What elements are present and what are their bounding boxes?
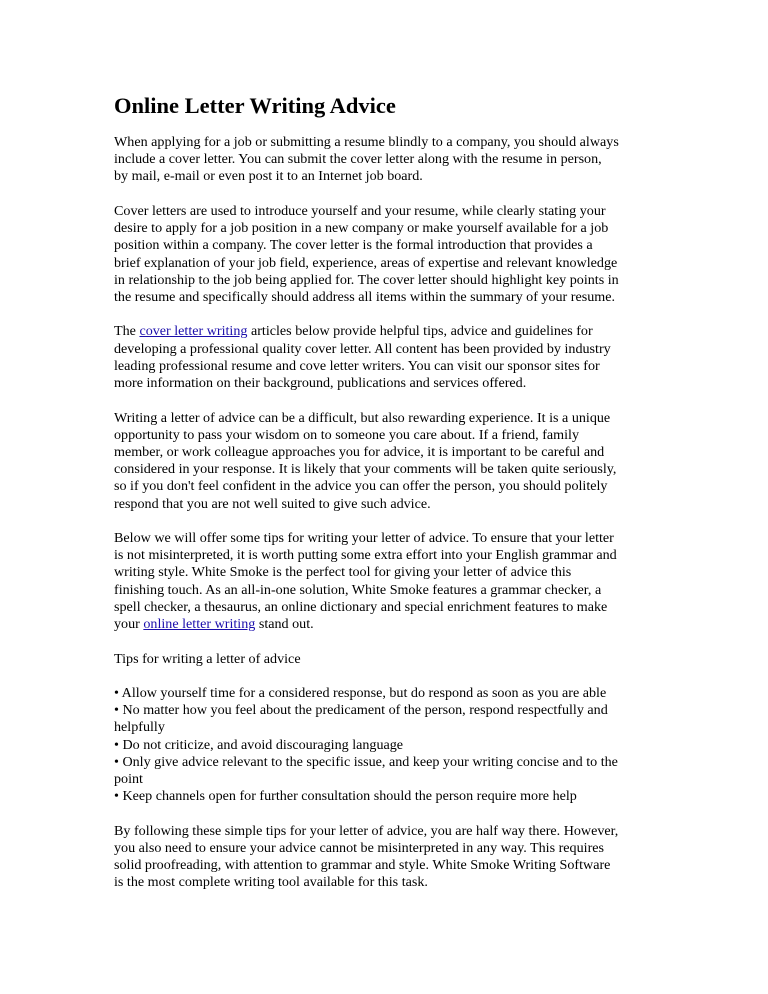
text-line: the resume and specifically should address all items within the summary of your resume. (114, 288, 615, 305)
text-line: Tips for writing a letter of advice (114, 650, 301, 667)
text-line: Below we will offer some tips for writing your letter of advice. To ensure that your letter (114, 530, 614, 547)
text-line (114, 323, 659, 340)
text-line: considered in your response. It is likely that your comments will be taken quite seriously, (114, 461, 617, 478)
text-line: finishing touch. As an all-in-one solution, White Smoke features a grammar checker, a (114, 581, 602, 598)
text-line: position within a company. The cover letter is the formal introduction that provides a (114, 237, 593, 254)
page-title: Online Letter Writing Advice (114, 93, 396, 118)
list-item: point (114, 771, 143, 788)
text-line: opportunity to pass your wisdom on to someone you care about. If a friend, family (114, 426, 579, 443)
text-fragment: articles below provide helpful tips, advice and guidelines for (247, 323, 593, 340)
text-line: spell checker, a thesaurus, an online dictionary and special enrichment features to make (114, 598, 608, 615)
text-line: brief explanation of your job field, experience, areas of expertise and relevant knowledge (114, 254, 618, 271)
text-line: member, or work colleague approaches you for advice, it is important to be careful and (114, 443, 605, 460)
text-fragment: stand out. (255, 616, 314, 633)
text-line: by mail, e-mail or even post it to an Internet job board. (114, 168, 423, 185)
text-line: Cover letters are used to introduce yourself and your resume, while clearly stating your (114, 202, 606, 219)
text-line (114, 616, 659, 633)
paragraph-white-smoke (114, 530, 659, 633)
list-item: • Allow yourself time for a considered response, but do respond as soon as you are able (114, 685, 607, 702)
text-line: is the most complete writing tool available for this task. (114, 874, 428, 891)
list-item: • Only give advice relevant to the specific issue, and keep your writing concise and to the (114, 753, 618, 770)
text-line: leading professional resume and cove letter writers. You can visit our sponsor sites for (114, 357, 600, 374)
text-line: respond that you are not well suited to give such advice. (114, 495, 431, 512)
text-line: By following these simple tips for your letter of advice, you are half way there. However, (114, 822, 619, 839)
text-line: you also need to ensure your advice cannot be misinterpreted in any way. This requires (114, 839, 604, 856)
text-line: Writing a letter of advice can be a difficult, but also rewarding experience. It is a unique (114, 409, 611, 426)
text-line: more information on their background, publications and services offered. (114, 375, 527, 392)
list-item: • No matter how you feel about the predicament of the person, respond respectfully and (114, 702, 608, 719)
online-letter-writing-link[interactable]: online letter writing (143, 616, 256, 633)
text-line: When applying for a job or submitting a resume blindly to a company, you should always (114, 134, 619, 150)
list-item: • Keep channels open for further consultation should the person require more help (114, 788, 577, 805)
cover-letter-writing-link[interactable]: cover letter writing (139, 323, 248, 340)
text-line: developing a professional quality cover letter. All content has been provided by industry (114, 340, 611, 357)
paragraph-advice (114, 410, 659, 513)
list-item: helpfully (114, 719, 165, 736)
paragraph-cover-letters (114, 203, 659, 306)
text-line: include a cover letter. You can submit the cover letter along with the resume in person, (114, 151, 602, 168)
tips-heading (114, 651, 659, 668)
text-line: desire to apply for a job position in a new company or make yourself available for a job (114, 220, 609, 237)
list-item: • Do not criticize, and avoid discouraging language (114, 736, 404, 753)
text-line: is not misinterpreted, it is worth putting some extra effort into your English grammar and (114, 547, 617, 564)
document-page (114, 92, 659, 909)
text-line: solid proofreading, with attention to grammar and style. White Smoke Writing Software (114, 857, 611, 874)
text-fragment: your (114, 616, 144, 633)
paragraph-intro (114, 134, 659, 186)
paragraph-articles (114, 323, 659, 392)
text-fragment: The (114, 323, 140, 340)
text-line: in relationship to the job being applied for. The cover letter should highlight key points in (114, 271, 619, 288)
text-line: writing style. White Smoke is the perfect tool for giving your letter of advice this (114, 564, 572, 581)
text-line: so if you don't feel confident in the advice you can offer the person, you should politely (114, 478, 608, 495)
paragraph-conclusion (114, 823, 659, 892)
tips-list (114, 685, 659, 805)
